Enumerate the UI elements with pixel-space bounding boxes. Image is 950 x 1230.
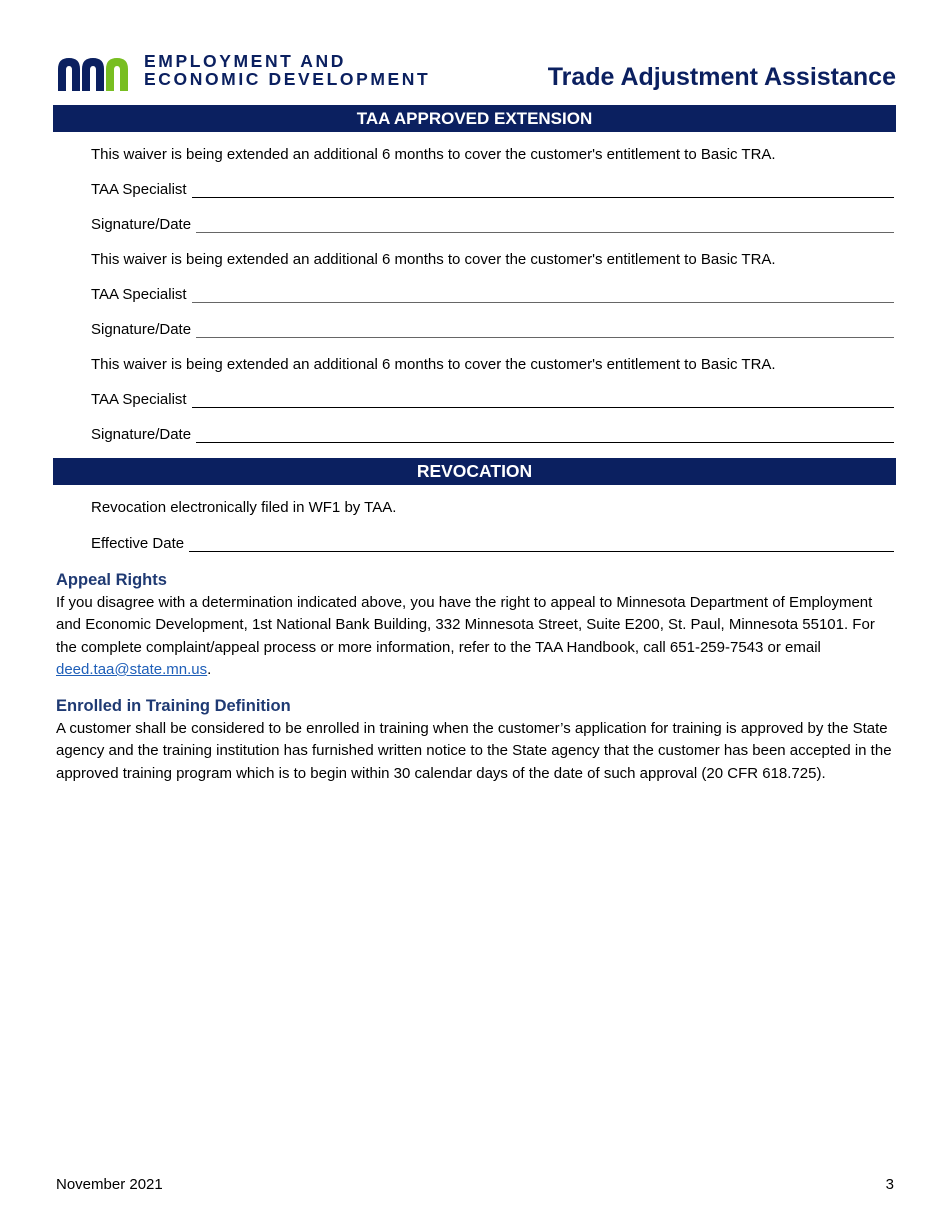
- signature-date-field[interactable]: [91, 424, 894, 444]
- signature-date-field[interactable]: [91, 214, 894, 234]
- effective-date-label: Effective Date: [91, 535, 185, 552]
- agency-name-line2: ECONOMIC DEVELOPMENT: [144, 69, 431, 89]
- agency-name: [144, 52, 430, 88]
- appeal-rights-text: [56, 592, 898, 681]
- extension-statement: This waiver is being extended an additional 6 months to cover the customer's entitlement to Basic TRA.: [91, 251, 776, 268]
- email-link[interactable]: deed.taa@state.mn.us: [56, 660, 208, 678]
- revocation-statement: Revocation electronically filed in WF1 by TAA.: [91, 499, 397, 516]
- signature-date-line[interactable]: [196, 442, 894, 443]
- page-number: 3: [885, 1176, 894, 1193]
- signature-date-label: Signature/Date: [91, 426, 192, 443]
- taa-specialist-label: TAA Specialist: [91, 181, 187, 198]
- signature-date-line[interactable]: [196, 337, 894, 338]
- taa-specialist-field[interactable]: [91, 389, 894, 409]
- effective-date-line[interactable]: [189, 551, 894, 552]
- training-definition-text: A customer shall be considered to be enrolled in training when the customer’s application for training is approved by the State agency and the training institution has furnished written notice to the State agency that the customer has been accepted in the approved training program which is to begin within 30 calendar days of the date of such approval (20 CFR 618.725).: [56, 720, 892, 782]
- extension-section-heading: TAA APPROVED EXTENSION: [53, 105, 896, 132]
- taa-specialist-field[interactable]: [91, 179, 894, 199]
- page-header: [54, 52, 896, 96]
- appeal-rights-end: .: [207, 660, 212, 678]
- revocation-section-heading: REVOCATION: [53, 458, 896, 485]
- signature-date-label: Signature/Date: [91, 216, 192, 233]
- effective-date-field[interactable]: [91, 533, 894, 553]
- taa-specialist-line[interactable]: [192, 407, 894, 408]
- signature-date-label: Signature/Date: [91, 321, 192, 338]
- agency-name-line1: EMPLOYMENT AND: [144, 51, 347, 71]
- footer-date: November 2021: [56, 1176, 163, 1193]
- mn-state-logo-icon: [54, 55, 132, 91]
- taa-specialist-line[interactable]: [192, 302, 894, 303]
- taa-specialist-label: TAA Specialist: [91, 286, 187, 303]
- extension-statement: This waiver is being extended an additional 6 months to cover the customer's entitlement to Basic TRA.: [91, 146, 776, 163]
- taa-specialist-field[interactable]: [91, 284, 894, 304]
- signature-date-line[interactable]: [196, 232, 894, 233]
- document-title: Trade Adjustment Assistance: [547, 63, 896, 91]
- signature-date-field[interactable]: [91, 319, 894, 339]
- extension-statement: This waiver is being extended an additional 6 months to cover the customer's entitlement to Basic TRA.: [91, 356, 776, 373]
- appeal-rights-heading: Appeal Rights: [56, 571, 167, 589]
- taa-specialist-label: TAA Specialist: [91, 391, 187, 408]
- appeal-rights-body: If you disagree with a determination indicated above, you have the right to appeal to Minnesota Department of Employment and Economic Development, 1st National Bank Building, 332 Minnesota Street, Suite E200, St. Paul, Minnesota 55101. For the complete complaint/appeal process or more information, refer to the TAA Handbook, call 651-259-7543 or email: [56, 594, 875, 656]
- training-definition-heading: Enrolled in Training Definition: [56, 697, 291, 715]
- taa-specialist-line[interactable]: [192, 197, 894, 198]
